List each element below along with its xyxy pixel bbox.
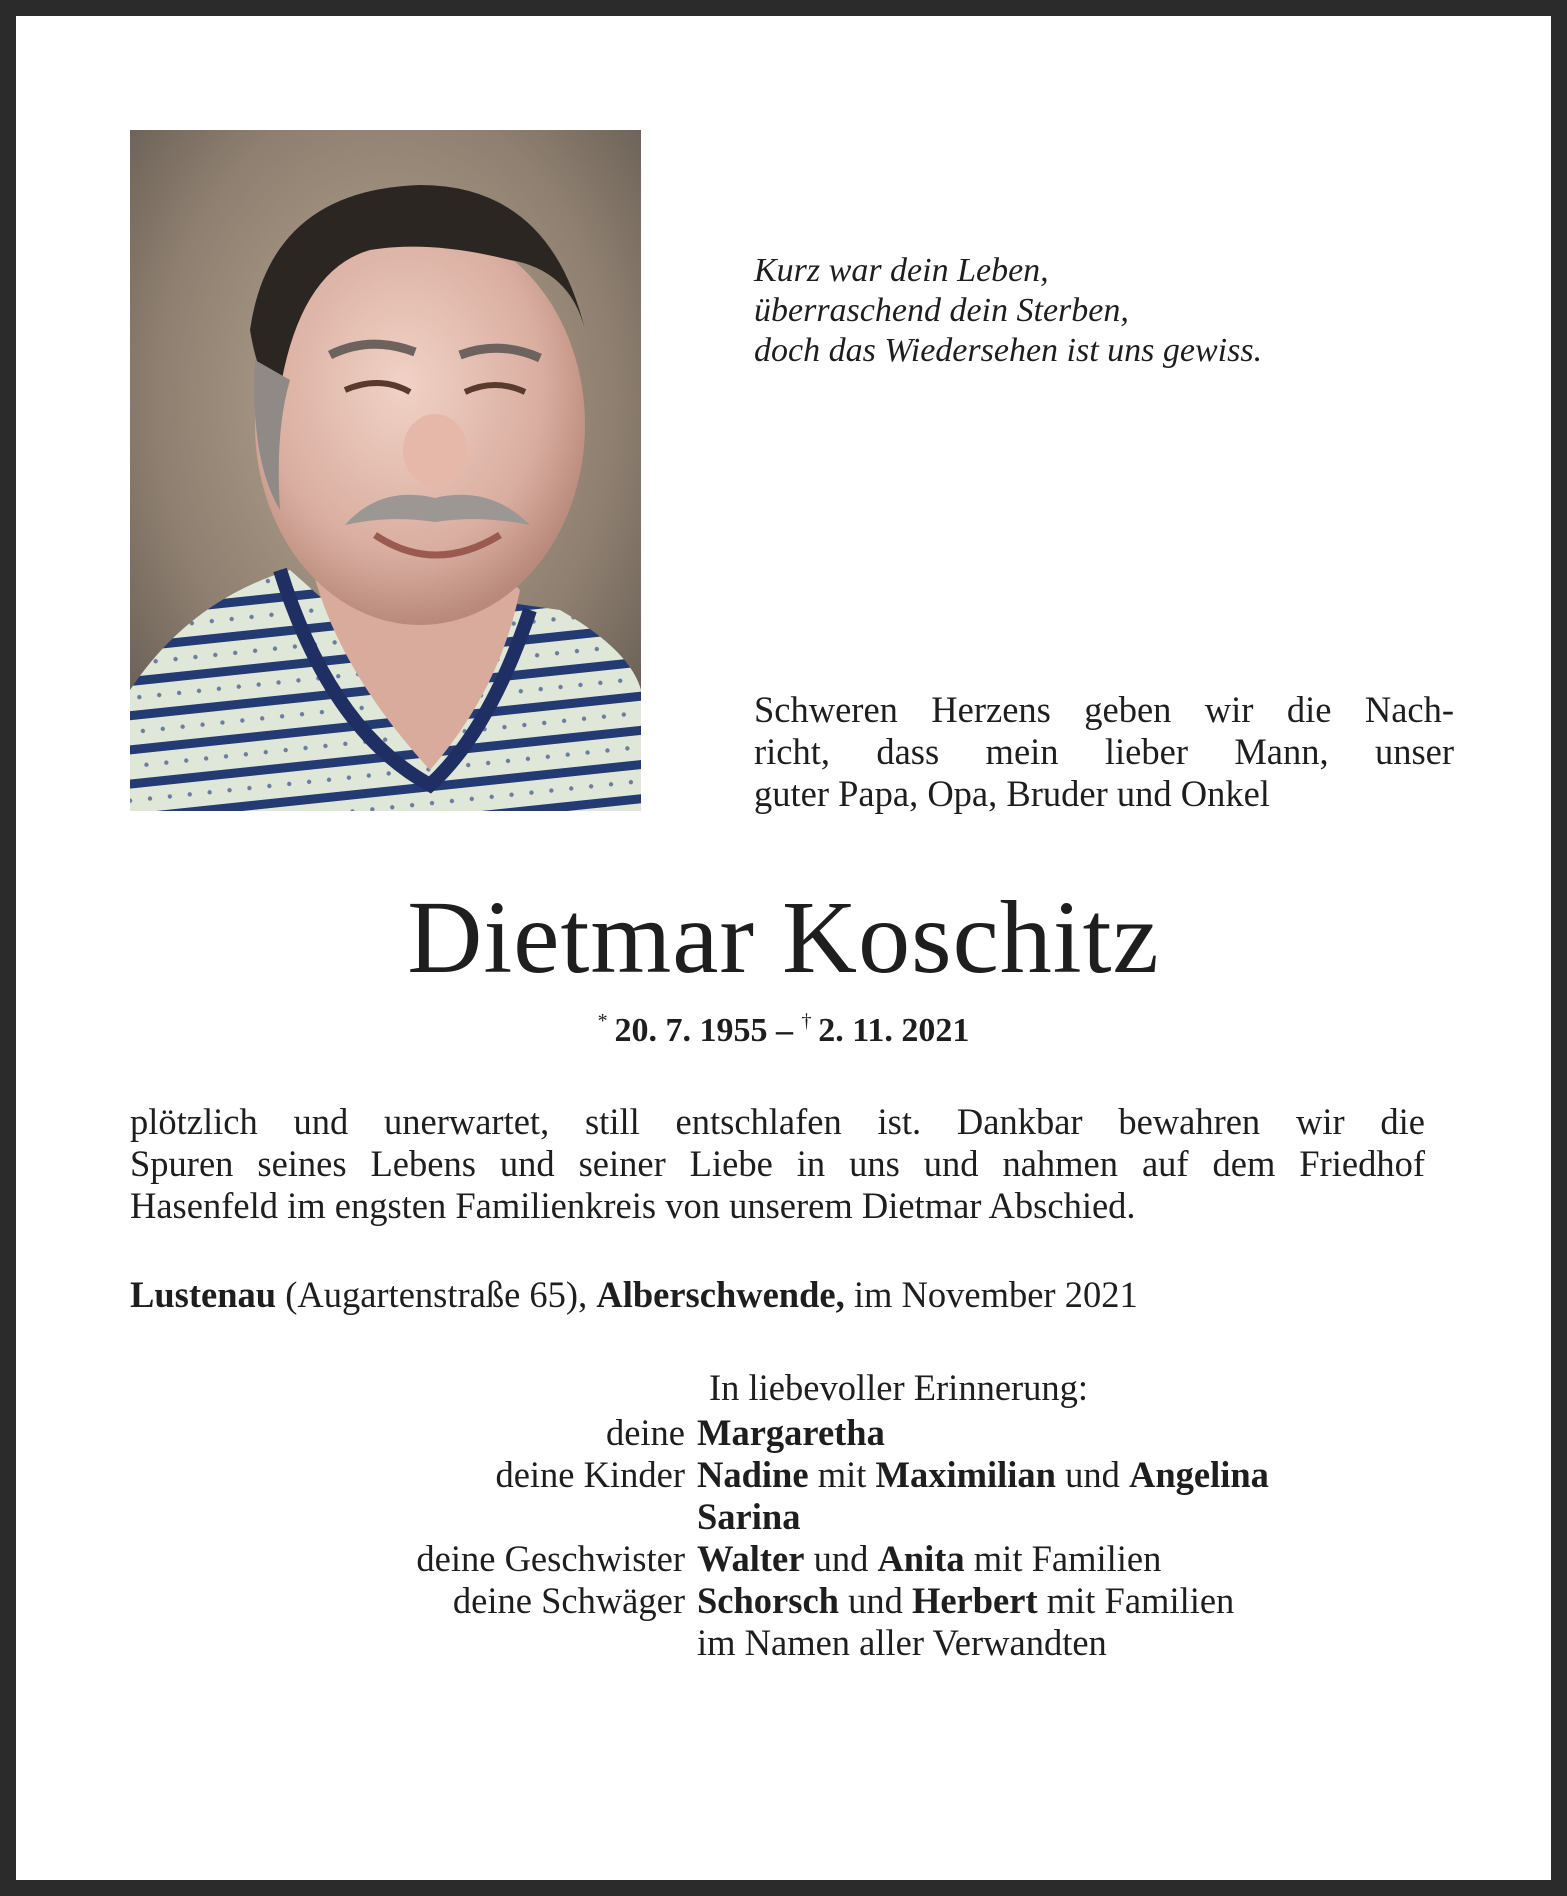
mourner-names <box>697 1454 1269 1496</box>
portrait-image <box>130 130 641 811</box>
deceased-name: Dietmar Koschitz <box>407 880 1160 995</box>
place-lustenau: Lustenau <box>130 1274 277 1315</box>
death-symbol: † <box>801 1010 812 1032</box>
intro-line: Schweren Herzens geben wir die Nach- <box>754 689 1454 730</box>
mourner-row-children-cont <box>16 1496 1551 1538</box>
relation-spacer <box>16 1496 697 1538</box>
mourners-heading: In liebevoller Erinnerung: <box>709 1367 1089 1408</box>
body-line: Hasenfeld im engsten Familienkreis von unserem Dietmar Abschied. <box>130 1185 1136 1226</box>
poem-line: überraschend dein Sterben, <box>754 292 1129 329</box>
name-sarina: Sarina <box>697 1496 801 1537</box>
intro-line: guter Papa, Opa, Bruder und Onkel <box>754 773 1270 814</box>
relation-label: deine <box>605 1412 685 1453</box>
name-anita: Anita <box>877 1538 965 1579</box>
location-line <box>130 1274 1138 1316</box>
relation-label: deine Geschwister <box>416 1538 685 1579</box>
connector-text: und <box>1055 1454 1129 1495</box>
connector-text: mit Familien <box>964 1538 1162 1579</box>
month-year: im November 2021 <box>844 1274 1138 1315</box>
intro-line: richt, dass mein lieber Mann, unser <box>754 731 1454 772</box>
poem-line: doch das Wiedersehen ist uns gewiss. <box>754 332 1263 369</box>
connector-text: mit <box>808 1454 876 1495</box>
name-angelina: Angelina <box>1128 1454 1269 1495</box>
body-line: Spuren seines Lebens und seiner Liebe in uns und nahmen auf dem Friedhof <box>130 1143 1425 1184</box>
life-dates <box>16 1001 1551 1051</box>
connector-text: mit Familien <box>1037 1580 1235 1621</box>
mourner-names <box>697 1538 1161 1580</box>
birth-symbol: * <box>597 1010 608 1032</box>
death-date: 2. 11. 2021 <box>818 1012 970 1049</box>
mourner-row-children <box>16 1454 1551 1496</box>
body-line: plötzlich und unerwartet, still entschlafen ist. Dankbar bewahren wir die <box>130 1101 1425 1142</box>
relation-label: deine Kinder <box>495 1454 685 1495</box>
place-alberschwende: Alberschwende, <box>596 1274 845 1315</box>
mourner-row-siblings <box>16 1538 1551 1580</box>
poem <box>754 251 1262 371</box>
connector-text: und <box>804 1538 878 1579</box>
closing-text: im Namen aller Verwandten <box>697 1622 1107 1663</box>
mourner-names <box>697 1580 1234 1622</box>
name-maximilian: Maximilian <box>875 1454 1056 1495</box>
name-schorsch: Schorsch <box>697 1580 839 1621</box>
mourner-names <box>697 1496 800 1538</box>
mourners-list <box>16 1412 1551 1664</box>
name-herbert: Herbert <box>911 1580 1038 1621</box>
date-separator: – <box>767 1012 802 1049</box>
mourner-names <box>697 1412 885 1454</box>
name-nadine: Nadine <box>697 1454 809 1495</box>
poem-line: Kurz war dein Leben, <box>754 252 1049 289</box>
name-margaretha: Margaretha <box>697 1412 885 1453</box>
obituary-page <box>16 16 1551 1880</box>
relation-label: deine Schwäger <box>452 1580 685 1621</box>
mourner-row-closing <box>16 1622 1551 1664</box>
relation-spacer <box>16 1622 697 1664</box>
birth-date: 20. 7. 1955 <box>614 1012 768 1049</box>
portrait-photo <box>130 130 641 811</box>
address: (Augartenstraße 65), <box>276 1274 597 1315</box>
mourner-row-inlaws <box>16 1580 1551 1622</box>
body-text <box>130 1101 1425 1227</box>
mourner-row-wife <box>16 1412 1551 1454</box>
name-walter: Walter <box>697 1538 805 1579</box>
connector-text: und <box>838 1580 912 1621</box>
intro-text <box>754 689 1454 815</box>
